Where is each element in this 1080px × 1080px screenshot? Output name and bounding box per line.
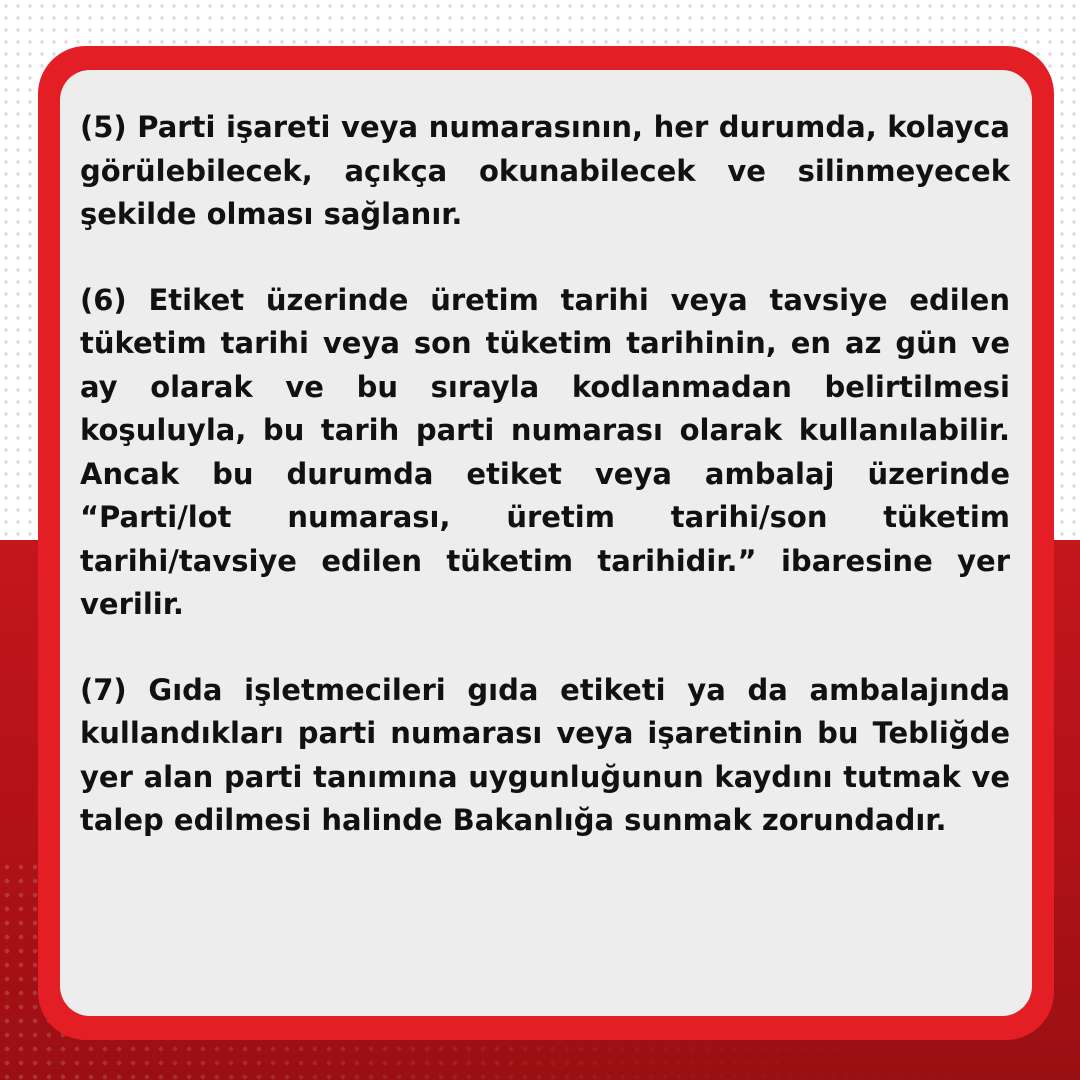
document-body <box>80 106 1010 885</box>
paragraph-6: (6) Etiket üzerinde üretim tarihi veya tavsiye edilen tüketim tarihi veya son tüketim tarihinin, en az gün ve ay olarak ve bu sırayla kodlanmadan belirtilmesi koşuluyla, bu tarih parti numarası olarak kullanılabilir. Ancak bu durumda etiket veya ambalaj üzerinde “Parti/lot numarası, üretim tarihi/son tüketim tarihi/tavsiye edilen tüketim tarihidir.” ibaresine yer verilir. <box>80 282 1010 621</box>
paragraph-7: (7) Gıda işletmecileri gıda etiketi ya da ambalajında kullandıkları parti numarası veya işaretinin bu Tebliğde yer alan parti tanımına uygunluğunun kaydını tutmak ve talep edilmesi halinde Bakanlığa sunmak zorundadır. <box>80 672 1010 837</box>
paragraph-5: (5) Parti işareti veya numarasının, her durumda, kolayca görülebilecek, açıkça okunabilecek ve silinmeyecek şekilde olması sağlanır. <box>80 110 1010 231</box>
